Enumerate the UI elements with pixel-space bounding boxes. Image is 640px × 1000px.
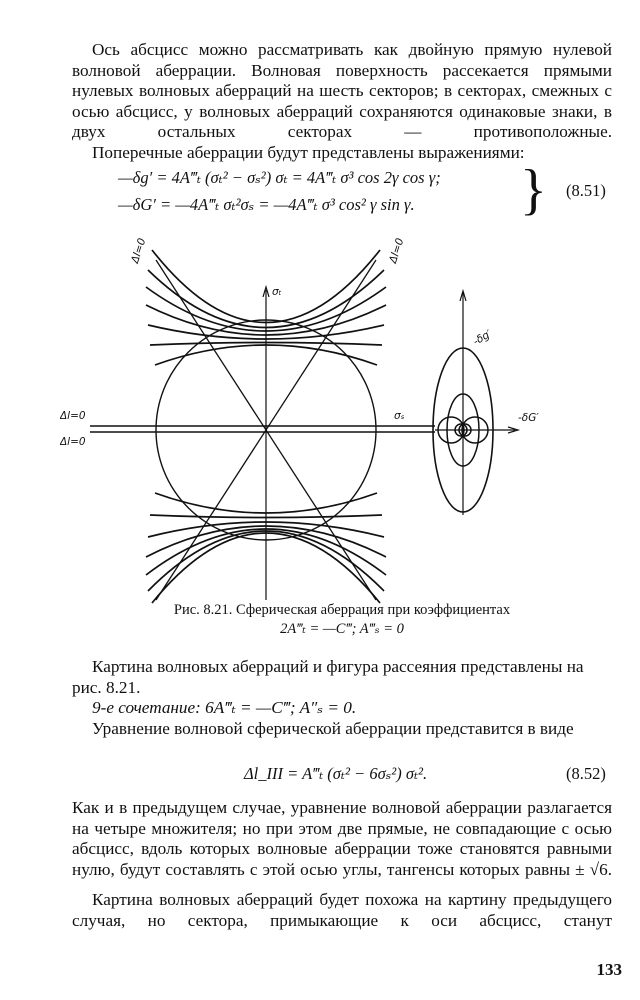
label-left-upper: Δl=0 <box>60 410 86 422</box>
equation-8-51-line-1: —δg′ = 4A‴ₜ (σₜ² − σₛ²) σₜ = 4A‴ₜ σ³ cos 2γ cos γ; <box>118 168 441 187</box>
combination-9: 9-е сочетание: 6A‴ₜ = —C‴; A″ₛ = 0. <box>92 698 357 717</box>
label-top-left: Δl=0 <box>129 236 149 265</box>
equation-8-52-text: Δl_III = A‴ₜ (σₜ² − 6σₛ²) σₜ². <box>244 764 428 783</box>
label-right-horizontal: -δG′ <box>518 412 539 424</box>
page-number: 133 <box>596 960 622 979</box>
label-right-vertical: -δg′ <box>471 327 494 348</box>
label-axis-horizontal: σₛ <box>394 410 405 422</box>
equation-8-51-number: (8.51) <box>566 181 606 200</box>
figure-caption-line-2: 2A‴ₜ = —C‴; A‴ₛ = 0 <box>280 621 404 637</box>
paragraph-transverse-intro: Поперечные аберрации будут представлены выражениями: <box>92 143 525 162</box>
paragraph-zero-lines: Ось абсцисс можно рассматривать как двойную прямую нулевой волновой аберрации. Волновая поверхность рассекается прямыми нулевых волновых аберраций на шесть секторов; в секторах, смежных с осью абсцисс, у волновых аберраций сохраняются одинаковые знаки, в двух остальных секторах — противоположные. <box>72 40 612 142</box>
wave-aberration-diagram <box>90 250 518 603</box>
figure-caption-line-1: Рис. 8.21. Сферическая аберрация при коэффициентах <box>173 602 511 618</box>
label-top-right: Δl=0 <box>387 236 407 265</box>
paragraph-wave-picture: Картина волновых аберраций будет похожа на картину предыдущего случая, но сектора, примыкающие к оси абсцисс, станут <box>72 890 612 930</box>
label-left-lower: Δl=0 <box>60 436 86 448</box>
label-axis-vertical: σₜ <box>272 286 282 298</box>
paragraph-factors: Как и в предыдущем случае, уравнение волновой аберрации разлагается на четыре множителя; но при этом две прямые, не совпадающие с осью абсцисс, вдоль которых волновые аберрации тоже становятся равными нулю, будут составлять с этой осью углы, тангенсы которых равны ± √6. <box>72 798 612 879</box>
equation-brace: } <box>520 159 547 221</box>
equation-8-51-line-2: —δG′ = —4A‴ₜ σₜ²σₛ = —4A‴ₜ σ³ cos² γ sin γ. <box>118 195 415 214</box>
paragraph-equation-intro: Уравнение волновой сферической аберрации представится в виде <box>92 719 574 738</box>
spot-diagram <box>433 291 518 515</box>
paragraph-figure-ref: Картина волновых аберраций и фигура рассеяния представлены на рис. 8.21. <box>72 657 584 697</box>
figure-8-21 <box>60 225 620 605</box>
equation-8-52-number: (8.52) <box>566 764 606 783</box>
